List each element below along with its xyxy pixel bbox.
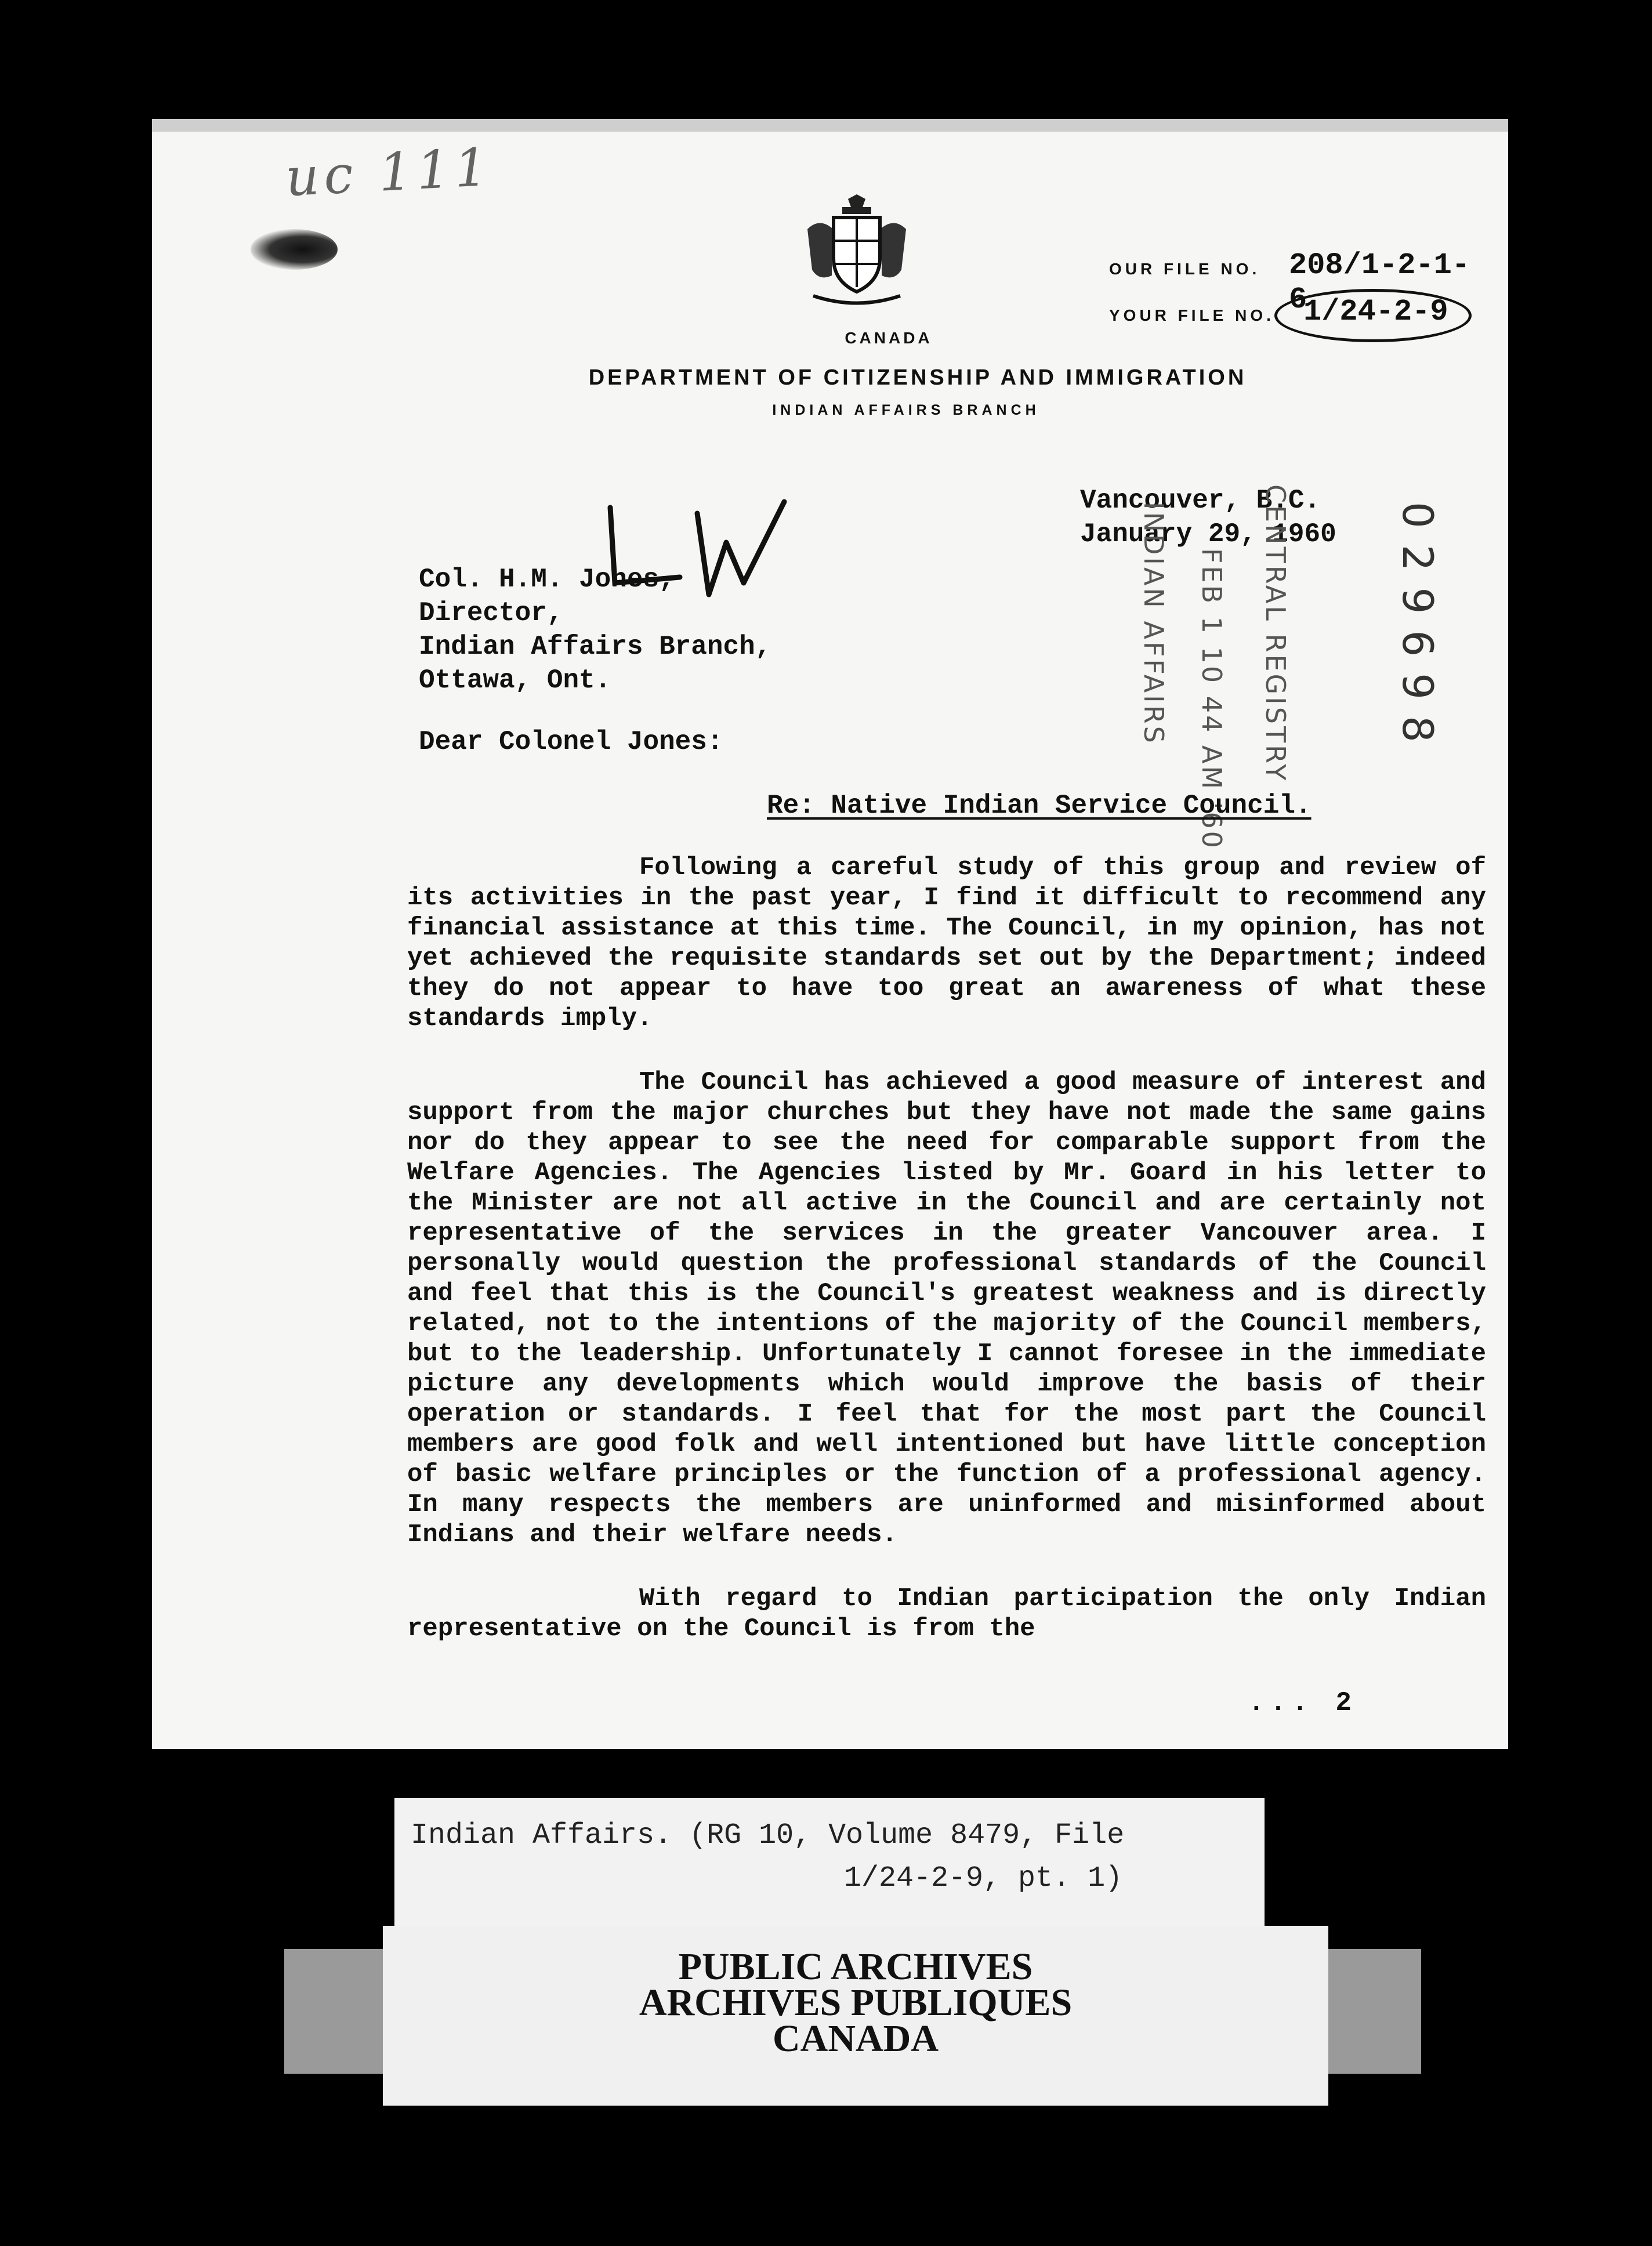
recipient-organization: Indian Affairs Branch, (419, 632, 771, 662)
paragraph: Following a careful study of this group and review of its activities in the past year, I find it difficult to recommend any financial assistance at this time. The Council, in my opinion, has not yet achieved the requisite standards set out by the Department; indeed they do not appear to have too great an awareness of what these standards imply. (407, 853, 1486, 1033)
stamp-registry: CENTRAL REGISTRY (1260, 484, 1291, 783)
serial-number: 029698 (1393, 502, 1442, 759)
margin-note: uc 111 (284, 136, 494, 209)
our-file-label: OUR FILE NO. (1109, 260, 1260, 278)
salutation: Dear Colonel Jones: (419, 727, 723, 757)
letter-body (407, 853, 1486, 1678)
letter-date: January 29, 1960 (1080, 519, 1336, 549)
stamp-department: INDIAN AFFAIRS (1138, 502, 1169, 745)
paragraph: The Council has achieved a good measure of interest and support from the major churches but they have not made the same gains nor do they appear to see the need for comparable support from the Welfare Agencies. The Agencies listed by Mr. Goard in his letter to the Minister are not all active in the Council and are certainly not representative of the services in the greater Vancouver area. I personally would question the professional standards of the Council and feel that this is the Council's greatest weakness and is directly related, not to the intentions of the majority of the Council members, but to the leadership. Unfortunately I cannot foresee in the immediate picture any developments which would improve the basis of their operation or standards. I feel that for the most part the Council members are good folk and well intentioned but have little conception of basic welfare principles or the function of a professional agency. In many respects the members are uninformed and misinformed about Indians and their welfare needs. (407, 1068, 1486, 1549)
citation-line-1: Indian Affairs. (RG 10, Volume 8479, File (411, 1819, 1125, 1852)
archive-line-3: CANADA (773, 2017, 939, 2060)
page-continuation: ... 2 (1248, 1688, 1358, 1718)
archive-label (383, 1926, 1328, 2106)
recipient-city: Ottawa, Ont. (419, 665, 611, 695)
citation-card (394, 1798, 1265, 1926)
file-number-block (1109, 244, 1486, 336)
our-file-value: 208/1-2-1-6 (1289, 248, 1470, 317)
stamp-date: FEB 1 10 44 AM '60 (1196, 548, 1227, 850)
letterhead-department: DEPARTMENT OF CITIZENSHIP AND IMMIGRATION (588, 365, 1247, 390)
ink-blot (251, 229, 338, 270)
letter-page (152, 119, 1508, 1749)
archive-line-2: ARCHIVES PUBLIQUES (639, 1981, 1073, 2024)
page-top-edge (152, 119, 1508, 132)
citation-line-2: 1/24-2-9, pt. 1) (844, 1862, 1123, 1895)
paragraph: With regard to Indian participation the only Indian representative on the Council is from the (407, 1584, 1486, 1643)
archive-line-1: PUBLIC ARCHIVES (678, 1946, 1033, 1988)
coat-of-arms-icon (802, 194, 912, 310)
your-file-row (1109, 290, 1486, 336)
your-file-value: 1/24-2-9 (1303, 295, 1448, 329)
letterhead-branch: INDIAN AFFAIRS BRANCH (772, 402, 1040, 418)
your-file-label: YOUR FILE NO. (1109, 306, 1274, 324)
letterhead-country: CANADA (845, 329, 933, 347)
archive-text (383, 1946, 1328, 2060)
subject-line: Re: Native Indian Service Council. (767, 791, 1312, 821)
recipient-address (419, 563, 771, 697)
recipient-name: Col. H.M. Jones, (419, 564, 675, 595)
recipient-title: Director, (419, 598, 563, 628)
letter-place: Vancouver, B.C. (1080, 486, 1321, 516)
